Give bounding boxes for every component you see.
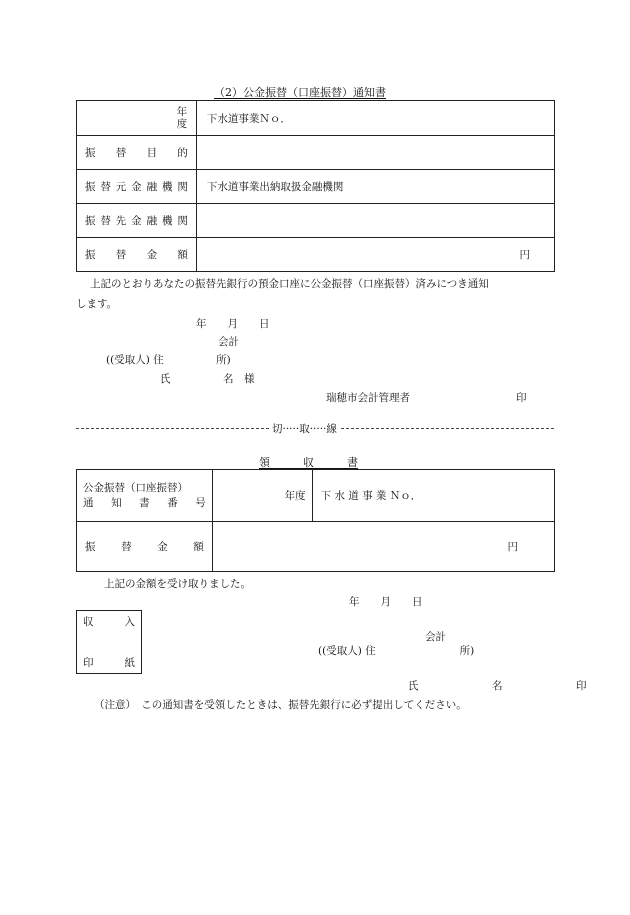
receipt-date: 年 月 日	[349, 596, 423, 608]
receipt-number-label-line2: 通 知 書 番 号	[83, 496, 206, 509]
notice-row-source-bank	[77, 170, 555, 204]
revenue-stamp-box	[76, 610, 142, 674]
year-label-cell	[77, 101, 197, 136]
receipt-title: 領 収 書	[259, 456, 358, 469]
amount-yen: 円	[196, 238, 554, 272]
source-bank-value: 下水道事業出納取扱金融機関	[196, 170, 554, 204]
notice-kaikei: 会計	[218, 336, 239, 348]
receipt-body: 上記の金額を受け取りました。	[104, 578, 251, 590]
receipt-recipient-name: 氏 名 印	[408, 680, 587, 692]
notice-body-line1: 上記のとおりあなたの振替先銀行の預金口座に公金振替（口座振替）済みにつき通知	[90, 278, 489, 290]
receipt-number-value: 下 水 道 事 業 Ｎｏ．	[312, 470, 554, 522]
receipt-row-amount	[77, 522, 555, 572]
purpose-label-cell	[77, 136, 197, 170]
receipt-number-label-cell	[77, 470, 213, 522]
source-bank-label-cell	[77, 170, 197, 204]
receipt-amount-label: 振 替 金 額	[85, 541, 204, 553]
receipt-amount-label-cell	[77, 522, 213, 572]
notice-row-purpose	[77, 136, 555, 170]
receipt-number-label-line1: 公金振替（口座振替）	[83, 481, 188, 494]
receipt-table	[76, 469, 555, 572]
receipt-row-number	[77, 470, 555, 522]
receipt-year-label: 年度	[212, 470, 312, 522]
amount-label: 振 替 金 額	[85, 249, 188, 261]
notice-issuer: 瑞穂市会計管理者	[326, 392, 410, 404]
notice-body-line2: します。	[76, 298, 118, 310]
notice-row-dest-bank	[77, 204, 555, 238]
notice-row-amount	[77, 238, 555, 272]
dest-bank-label-cell	[77, 204, 197, 238]
notice-date: 年 月 日	[196, 318, 270, 330]
dest-bank-value	[196, 204, 554, 238]
source-bank-label: 振 替 元 金 融 機 関	[85, 181, 188, 193]
stamp-top-label: 収 入	[83, 616, 135, 628]
notice-title: （2）公金振替（口座振替）通知書	[214, 86, 386, 99]
receipt-kaikei: 会計	[425, 631, 446, 643]
purpose-label: 振 替 目 的	[85, 147, 188, 159]
year-label: 年度	[176, 106, 188, 130]
notice-seal: 印	[516, 392, 527, 404]
notice-recipient-name: 氏 名 様	[160, 373, 255, 385]
stamp-bottom-label: 印 紙	[83, 657, 135, 669]
notice-recipient-address: ((受取人) 住 所)	[106, 354, 231, 366]
receipt-recipient-address: ((受取人) 住 所)	[318, 645, 475, 657]
cut-line-label: 切·····取·····線	[272, 423, 337, 435]
receipt-note: （注意） この通知書を受領したときは、振替先銀行に必ず提出してください。	[94, 699, 467, 711]
purpose-value	[196, 136, 554, 170]
year-value: 下水道事業Ｎｏ．	[196, 101, 554, 136]
amount-label-cell	[77, 238, 197, 272]
receipt-amount-yen: 円	[212, 522, 554, 572]
notice-row-year	[77, 101, 555, 136]
notice-table	[76, 100, 555, 272]
dest-bank-label: 振 替 先 金 融 機 関	[85, 215, 188, 227]
